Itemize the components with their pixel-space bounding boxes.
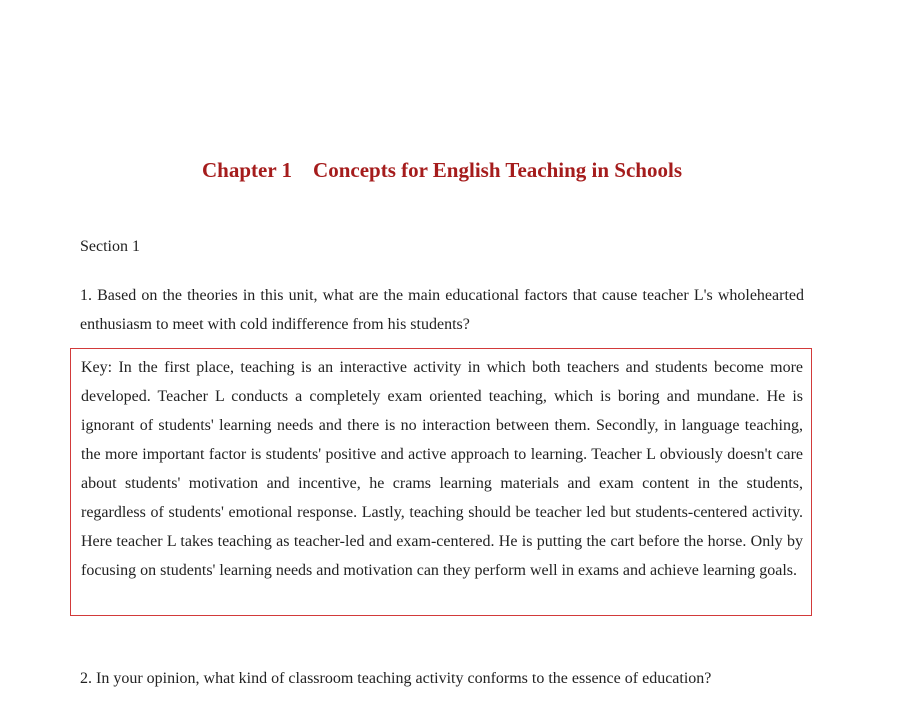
answer-key-box bbox=[70, 348, 812, 616]
question-2: 2. In your opinion, what kind of classroom teaching activity conforms to the essence of education? bbox=[80, 670, 712, 687]
answer-key-text: Key: In the first place, teaching is an interactive activity in which both teachers and students become more developed. Teacher L conducts a completely exam oriented teaching, which is boring and mundane. He is ignorant of students' learning needs and there is no interaction between them. Secondly, in language teaching, the more important factor is students' positive and active approach to learning. Teacher L obviously doesn't care about students' motivation and incentive, he crams learning materials and exam content in the students, regardless of students' emotional response. Lastly, teaching should be teacher led but students-centered activity. Here teacher L takes teaching as teacher-led and exam-centered. He is putting the cart before the horse. Only by focusing on students' learning needs and motivation can they perform well in exams and achieve learning goals. bbox=[81, 359, 803, 579]
chapter-title: Chapter 1 Concepts for English Teaching in Schools bbox=[202, 158, 682, 182]
section-heading: Section 1 bbox=[80, 238, 140, 255]
question-1: 1. Based on the theories in this unit, what are the main educational factors that cause teacher L's wholehearted enthusiasm to meet with cold indifference from his students? bbox=[80, 287, 804, 333]
